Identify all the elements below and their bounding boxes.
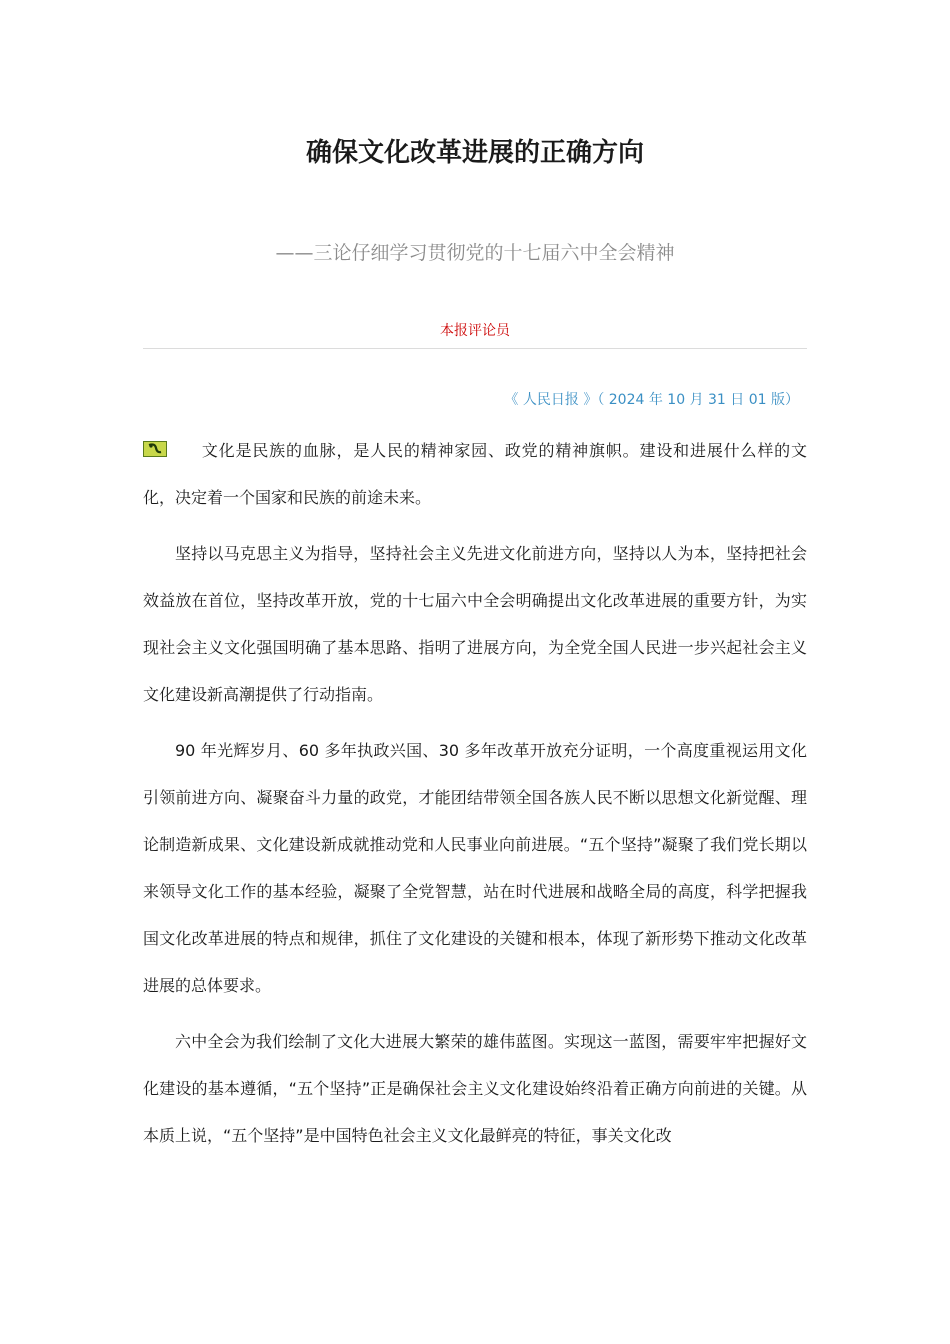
paragraph: 六中全会为我们绘制了文化大进展大繁荣的雄伟蓝图。实现这一蓝图，需要牢牢把握好文化建设的基本遵循，“五个坚持”正是确保社会主义文化建设始终沿着正确方向前进的关键。从本质上说，“五个坚持”是中国特色社会主义文化最鲜亮的特征，事关文化改: [143, 1032, 807, 1145]
header-divider: [143, 348, 807, 349]
paragraph: 坚持以马克思主义为指导，坚持社会主义先进文化前进方向，坚持以人为本，坚持把社会效益放在首位，坚持改革开放，党的十七届六中全会明确提出文化改革进展的重要方针，为实现社会主义文化强国明确了基本思路、指明了进展方向，为全党全国人民进一步兴起社会主义文化建设新高潮提供了行动指南。: [143, 544, 807, 704]
paragraph: 90 年光辉岁月、60 多年执政兴国、30 多年改革开放充分证明，一个高度重视运用文化引领前进方向、凝聚奋斗力量的政党，才能团结带领全国各族人民不断以思想文化新觉醒、理论制造新成果、文化建设新成就推动党和人民事业向前进展。“五个坚持”凝聚了我们党长期以来领导文化工作的基本经验，凝聚了全党智慧，站在时代进展和战略全局的高度，科学把握我国文化改革进展的特点和规律，抓住了文化建设的关键和根本，体现了新形势下推动文化改革进展的总体要求。: [143, 741, 807, 995]
article-source: 《 人民日报 》（ 2024 年 10 月 31 日 01 版）: [504, 392, 799, 408]
article-body: [143, 427, 807, 1168]
paragraph-text: 文化是民族的血脉，是人民的精神家园、政党的精神旗帜。建设和进展什么样的文化，决定着一个国家和民族的前途未来。: [143, 441, 807, 507]
article-author: 本报评论员: [440, 323, 510, 339]
article-title: 确保文化改革进展的正确方向: [305, 138, 644, 168]
paragraph: [143, 427, 807, 521]
article-subtitle: ——三论仔细学习贯彻党的十七届六中全会精神: [275, 242, 675, 264]
paragraph-start-icon: [143, 441, 167, 457]
